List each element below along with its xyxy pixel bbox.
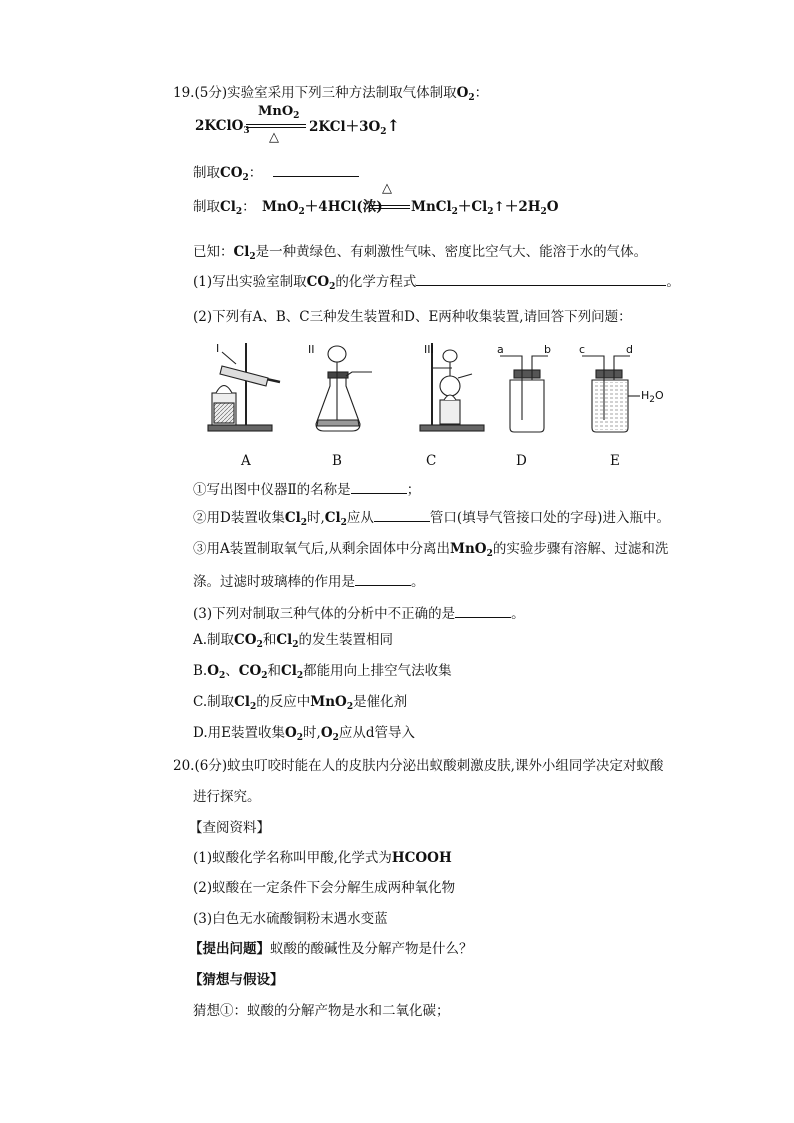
label-iii: III: [424, 343, 434, 356]
sub3-answer-blank[interactable]: [355, 573, 411, 586]
apparatus-label-d: D: [516, 453, 527, 469]
label-i: I: [216, 342, 220, 355]
q19-title: 19.(5分)实验室采用下列三种方法制取气体制取$O_2$：: [173, 85, 489, 103]
sub3-line: ③用A装置制取氧气后,从剩余固体中分离出MnO$_2$的实验步骤有溶解、过滤和洗: [193, 541, 669, 559]
option-c: C.制取$Cl_2$的反应中MnO$_2$是催化剂: [193, 694, 408, 712]
sub1-answer-blank[interactable]: [351, 481, 407, 494]
q20-ref3: (3)白色无水硫酸铜粉末遇水变蓝: [193, 911, 388, 927]
option-a: A.制取$CO_2$和$Cl_2$的发生装置相同: [193, 632, 393, 650]
apparatus-e: [582, 356, 640, 432]
apparatus-b: [316, 346, 372, 431]
apparatus-figure: [0, 0, 794, 480]
option-d: D.用E装置收集$O_2$时$,O_2$应从d管导入: [193, 725, 416, 743]
apparatus-label-e: E: [610, 453, 620, 469]
eq1-right: $2KCl+3O_2↑$: [309, 116, 400, 137]
q20-hypothesis1: 猜想①：蚁酸的分解产物是水和二氧化碳；: [193, 1003, 450, 1019]
co2-line: 制取$CO_2$：: [193, 164, 359, 182]
sub2-line: ②用D装置收集$Cl_2$时$,Cl_2$应从 管口(填导气管接口处的字母)进入瓶中。: [193, 510, 670, 528]
sub1-line: ①写出图中仪器Ⅱ的名称是 ；: [193, 482, 421, 498]
part3-answer-blank[interactable]: [455, 605, 511, 618]
q20-line2: 进行探究。: [193, 789, 261, 805]
label-ii: II: [308, 343, 315, 356]
apparatus-d: [500, 356, 548, 432]
part1-line: (1)写出实验室制取$CO_2$的化学方程式 。: [193, 274, 680, 292]
eq3-left: MnO$_2$＋4HCl(浓): [262, 199, 383, 217]
apparatus-label-b: B: [332, 453, 342, 469]
sub2-answer-blank[interactable]: [374, 509, 430, 522]
eq1-condition: △: [269, 130, 279, 145]
label-a-port: a: [497, 343, 504, 356]
eq3-right: $MnCl_2+Cl_2↑+2H_2O$: [411, 199, 559, 217]
label-c-port: c: [579, 343, 586, 356]
q20-ref1: (1)蚁酸化学名称叫甲酸,化学式为HCOOH: [193, 850, 452, 866]
q20-line1: 20.(6分)蚊虫叮咬时能在人的皮肤内分泌出蚁酸刺激皮肤,课外小组同学决定对蚁酸: [173, 758, 664, 774]
label-h2o: $H_2O$: [641, 389, 664, 405]
apparatus-label-c: C: [426, 453, 437, 469]
cl2-label: 制取$Cl_2$：: [193, 199, 256, 217]
option-b: $B.O_2$、$CO_2$和$Cl_2$都能用向上排空气法收集: [193, 663, 452, 681]
label-d-port: d: [626, 343, 633, 356]
q20-question: 【提出问题】蚁酸的酸碱性及分解产物是什么？: [189, 941, 473, 957]
part3-line: (3)下列对制取三种气体的分析中不正确的是 。: [193, 606, 525, 622]
q20-heading-reference: 【查阅资料】: [189, 820, 270, 836]
apparatus-a: [208, 343, 280, 431]
q20-ref2: (2)蚁酸在一定条件下会分解生成两种氧化物: [193, 880, 456, 896]
apparatus-label-a: A: [241, 453, 251, 469]
part2-line: (2)下列有A、B、C三种发生装置和D、E两种收集装置,请回答下列问题：: [193, 309, 632, 325]
eq1-catalyst: MnO$_2$: [258, 104, 300, 121]
known-line: 已知：$Cl_2$是一种黄绿色、有刺激性气味、密度比空气大、能溶于水的气体。: [193, 244, 648, 262]
sub3b-line: 涤。过滤时玻璃棒的作用是 。: [193, 574, 425, 590]
eq3-condition: △: [382, 181, 392, 196]
label-b-port: b: [544, 343, 551, 356]
apparatus-c: [420, 343, 484, 431]
q20-heading-hypothesis: 【猜想与假设】: [189, 972, 284, 988]
eq1-left: 2KClO$_3$: [195, 118, 250, 136]
